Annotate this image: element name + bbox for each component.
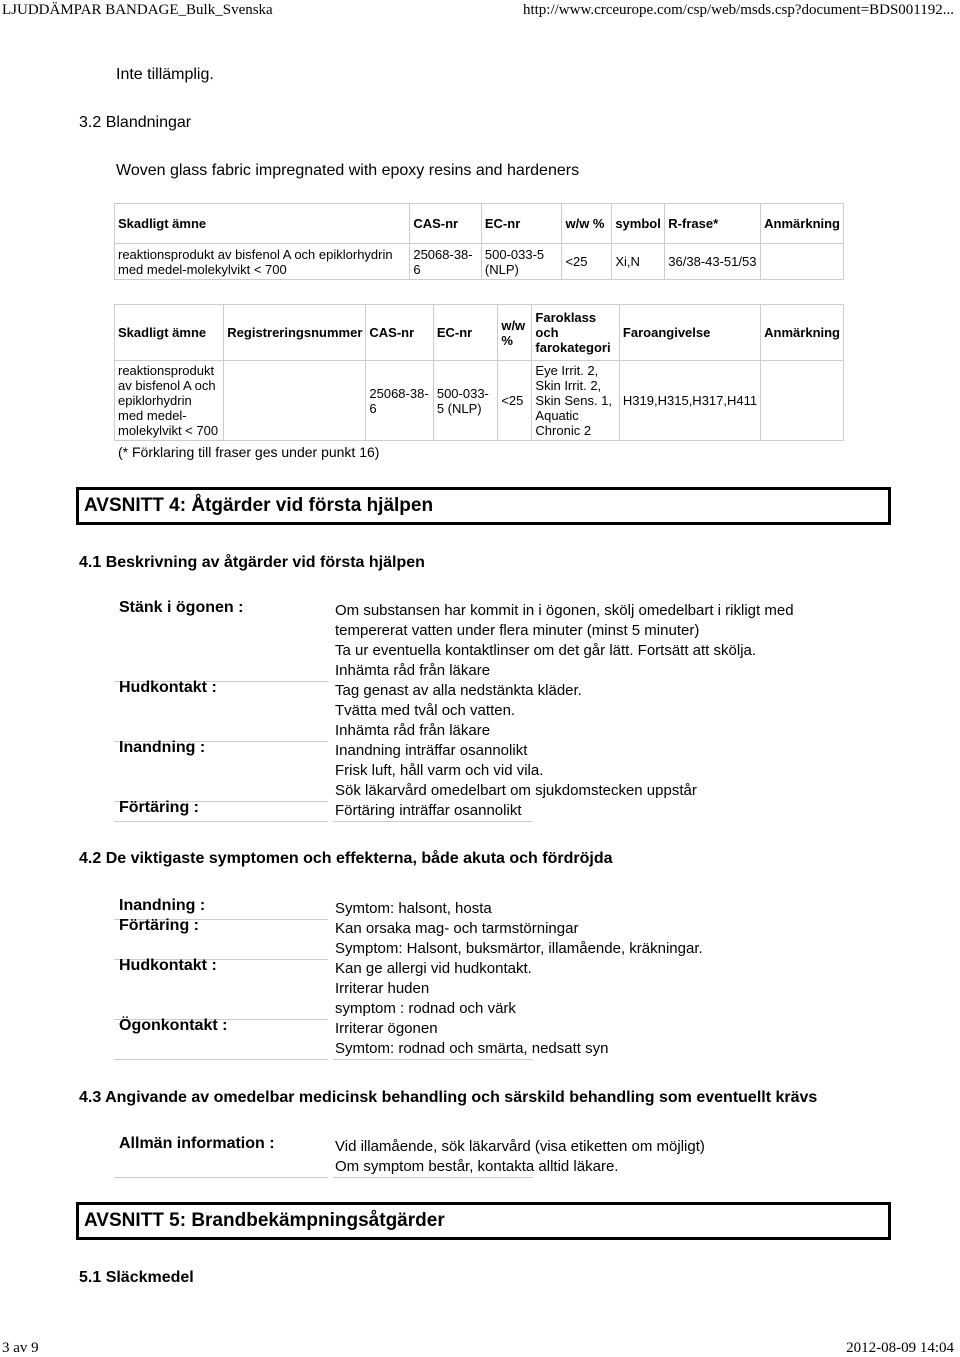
row-text-line: Irriterar ögonen [335, 1020, 438, 1037]
col-faroklass: Faroklass och farokategori [532, 305, 620, 361]
col-anmarkning: Anmärkning [761, 204, 844, 244]
table-row [115, 361, 844, 441]
col-skadligt-amne: Skadligt ämne [115, 305, 224, 361]
cell-substance: reaktionsprodukt av bisfenol A och epiklorhydrin med medel-molekylvikt < 700 [115, 244, 410, 280]
section-3-2-title: 3.2 Blandningar [79, 114, 192, 131]
row-text-line: Symtom: rodnad och smärta, nedsatt syn [335, 1040, 609, 1057]
text-divider [333, 1177, 533, 1178]
col-ww: w/w % [562, 204, 612, 244]
label-divider [114, 1059, 328, 1060]
cell-registreringsnummer [224, 361, 366, 441]
cell-symbol: Xi,N [612, 244, 665, 280]
col-faroangivelse: Faroangivelse [619, 305, 760, 361]
row-label: Ögonkontakt : [119, 1017, 228, 1034]
col-ww: w/w % [498, 305, 532, 361]
row-label: Förtäring : [119, 917, 199, 934]
row-text-line: Inandning inträffar osannolikt [335, 742, 528, 759]
row-text-line: Tag genast av alla nedstänkta kläder. [335, 682, 582, 699]
row-label: Hudkontakt : [119, 957, 217, 974]
table-footnote: (* Förklaring till fraser ges under punkt 16) [118, 444, 380, 460]
col-r-frase: R-frase* [665, 204, 761, 244]
row-label: Hudkontakt : [119, 679, 217, 696]
row-label: Allmän information : [119, 1135, 275, 1152]
row-label: Förtäring : [119, 799, 199, 816]
col-cas-nr: CAS-nr [410, 204, 482, 244]
row-text-line: Irriterar huden [335, 980, 430, 997]
table-header-row [115, 204, 844, 244]
label-divider [114, 1177, 328, 1178]
row-text-line: Kan orsaka mag- och tarmstörningar [335, 920, 579, 937]
col-cas-nr: CAS-nr [366, 305, 433, 361]
col-registreringsnummer: Registreringsnummer [224, 305, 366, 361]
row-text-line: tempererat vatten under flera minuter (minst 5 minuter) [335, 622, 700, 639]
section-4-2-title: 4.2 De viktigaste symptomen och effekterna, både akuta och fördröjda [79, 850, 613, 867]
row-text-line: Kan ge allergi vid hudkontakt. [335, 960, 532, 977]
cell-cas: 25068-38-6 [366, 361, 433, 441]
row-label: Inandning : [119, 897, 206, 914]
col-skadligt-amne: Skadligt ämne [115, 204, 410, 244]
substance-table-1 [114, 203, 844, 280]
table-row [115, 244, 844, 280]
row-text-line: Symtom: halsont, hosta [335, 900, 492, 917]
section-5-1-title: 5.1 Släckmedel [79, 1269, 194, 1286]
intro-text: Inte tillämplig. [116, 66, 214, 83]
row-label: Inandning : [119, 739, 206, 756]
cell-faroangivelse: H319,H315,H317,H411 [619, 361, 760, 441]
col-ec-nr: EC-nr [481, 204, 562, 244]
text-divider [333, 1059, 533, 1060]
cell-anmarkning [761, 244, 844, 280]
row-text-line: Sök läkarvård omedelbart om sjukdomstecken uppstår [335, 782, 697, 799]
table-header-row [115, 305, 844, 361]
cell-cas: 25068-38-6 [410, 244, 482, 280]
label-divider [114, 821, 328, 822]
cell-anmarkning [761, 361, 844, 441]
row-text-line: symptom : rodnad och värk [335, 1000, 516, 1017]
row-text-line: Ta ur eventuella kontaktlinser om det går lätt. Fortsätt att skölja. [335, 642, 757, 659]
text-divider [333, 821, 533, 822]
row-text-line: Frisk luft, håll varm och vid vila. [335, 762, 544, 779]
row-text-line: Förtäring inträffar osannolikt [335, 802, 522, 819]
cell-faroklass: Eye Irrit. 2, Skin Irrit. 2, Skin Sens. 1, Aquatic Chronic 2 [532, 361, 620, 441]
section-4-1-title: 4.1 Beskrivning av åtgärder vid första hjälpen [79, 554, 425, 571]
row-text-line: Vid illamående, sök läkarvård (visa etiketten om möjligt) [335, 1138, 705, 1155]
print-timestamp: 2012-08-09 14:04 [846, 1340, 954, 1356]
print-header-url: http://www.crceurope.com/csp/web/msds.csp?document=BDS001192... [522, 2, 954, 18]
section-4-3-title: 4.3 Angivande av omedelbar medicinsk behandling och särskild behandling som eventuellt krävs [79, 1089, 818, 1106]
cell-ec: 500-033-5 (NLP) [481, 244, 562, 280]
row-text-line: Om symptom består, kontakta alltid läkare. [335, 1158, 619, 1175]
cell-substance: reaktionsprodukt av bisfenol A och epiklorhydrin med medel-molekylvikt < 700 [115, 361, 224, 441]
row-text-line: Inhämta råd från läkare [335, 662, 491, 679]
col-anmarkning: Anmärkning [761, 305, 844, 361]
mixture-description: Woven glass fabric impregnated with epoxy resins and hardeners [116, 162, 580, 179]
row-text-line: Symptom: Halsont, buksmärtor, illamående, kräkningar. [335, 940, 703, 957]
page-number: 3 av 9 [2, 1340, 39, 1356]
print-header-title: LJUDDÄMPAR BANDAGE_Bulk_Svenska [2, 2, 273, 18]
cell-r-frase: 36/38-43-51/53 [665, 244, 761, 280]
section-5-heading: AVSNITT 5: Brandbekämpningsåtgärder [76, 1202, 891, 1240]
col-ec-nr: EC-nr [433, 305, 497, 361]
row-label: Stänk i ögonen : [119, 599, 244, 616]
substance-table-2 [114, 304, 844, 441]
row-text-line: Tvätta med tvål och vatten. [335, 702, 516, 719]
cell-ww: <25 [498, 361, 532, 441]
section-4-heading: AVSNITT 4: Åtgärder vid första hjälpen [76, 487, 891, 525]
col-symbol: symbol [612, 204, 665, 244]
row-text-line: Inhämta råd från läkare [335, 722, 491, 739]
cell-ec: 500-033-5 (NLP) [433, 361, 497, 441]
row-text-line: Om substansen har kommit in i ögonen, skölj omedelbart i rikligt med [335, 602, 794, 619]
cell-ww: <25 [562, 244, 612, 280]
